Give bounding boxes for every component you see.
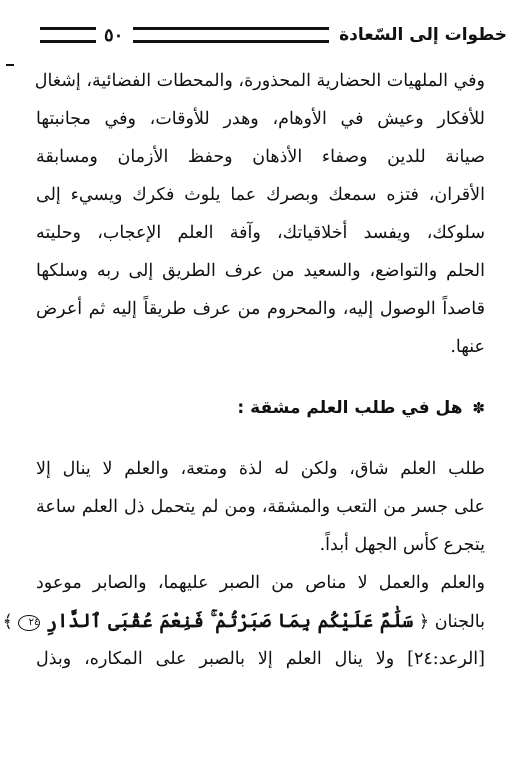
quran-bracket-open: ﴿	[418, 612, 430, 632]
ayah-number-icon: ٢٤	[18, 615, 40, 631]
text-line: وفي الملهيات الحضارية المحذورة، والمحطات الفضائية، إشغال	[34, 71, 485, 91]
text-line: على جسر من التعب والمشقة، ومن لم يتحمل ذل العلم ساعة	[36, 497, 485, 517]
text-line: الحلم والتواضع، والسعيد من عرف الطريق إلى ربه وسلكها	[36, 261, 485, 281]
spacer	[36, 428, 485, 450]
text-line: للأفكار وعيش في الأوهام، وهدر للأوقات، وفي مجانبتها	[36, 109, 485, 129]
text-line: عنها.	[450, 337, 485, 357]
section-heading-text: هل في طلب العلم مشقة :	[237, 398, 463, 418]
section-heading	[36, 388, 485, 428]
text-line: طلب العلم شاق، ولكن له لذة ومتعة، والعلم لا ينال إلا	[36, 459, 485, 479]
margin-mark	[6, 64, 14, 66]
spacer	[36, 366, 485, 388]
text-fragment: بالجنان	[434, 612, 485, 632]
page-body	[2, 62, 485, 678]
quran-bracket-close: ﴾	[2, 612, 13, 632]
text-line: والعلم والعمل لا مناص من الصبر عليهما، والصابر موعود	[36, 573, 485, 593]
header-rule	[133, 27, 329, 43]
star-icon: ✽	[472, 399, 485, 417]
paragraph-1	[36, 62, 485, 366]
text-line: صيانة للدين وصفاء الأذهان وحفظ الأزمان ومسابقة	[36, 147, 485, 167]
text-line: [الرعد:٢٤] ولا ينال العلم إلا بالصبر على المكاره، وبذل	[36, 649, 485, 669]
paragraph-3	[2, 564, 485, 678]
text-line: سلوكك، ويفسد أخلاقياتك، وآفة العلم الإعجاب، وحليته	[36, 223, 485, 243]
page-number: ٥٠	[104, 24, 124, 46]
paragraph-2	[36, 450, 485, 564]
text-line: يتجرع كأس الجهل أبداً.	[319, 535, 485, 555]
text-line: قاصداً الوصول إليه، والمحروم من عرف طريقاً إليه ثم أعرض	[36, 299, 485, 319]
text-line: الأقران، فتزه سمعك وبصرك عما يلوث فكرك ويسيء إلى	[36, 185, 485, 205]
quran-line	[2, 602, 485, 640]
quran-verse: سَلَٰمٌ عَلَيْكُم بِمَا صَبَرْتُمْ ۚ فَنِعْمَ عُقْبَى ٱلدَّارِ	[45, 610, 414, 632]
running-header	[40, 18, 507, 52]
header-rule-end	[40, 27, 96, 43]
running-title: خطوات إلى السّعادة	[339, 25, 507, 45]
